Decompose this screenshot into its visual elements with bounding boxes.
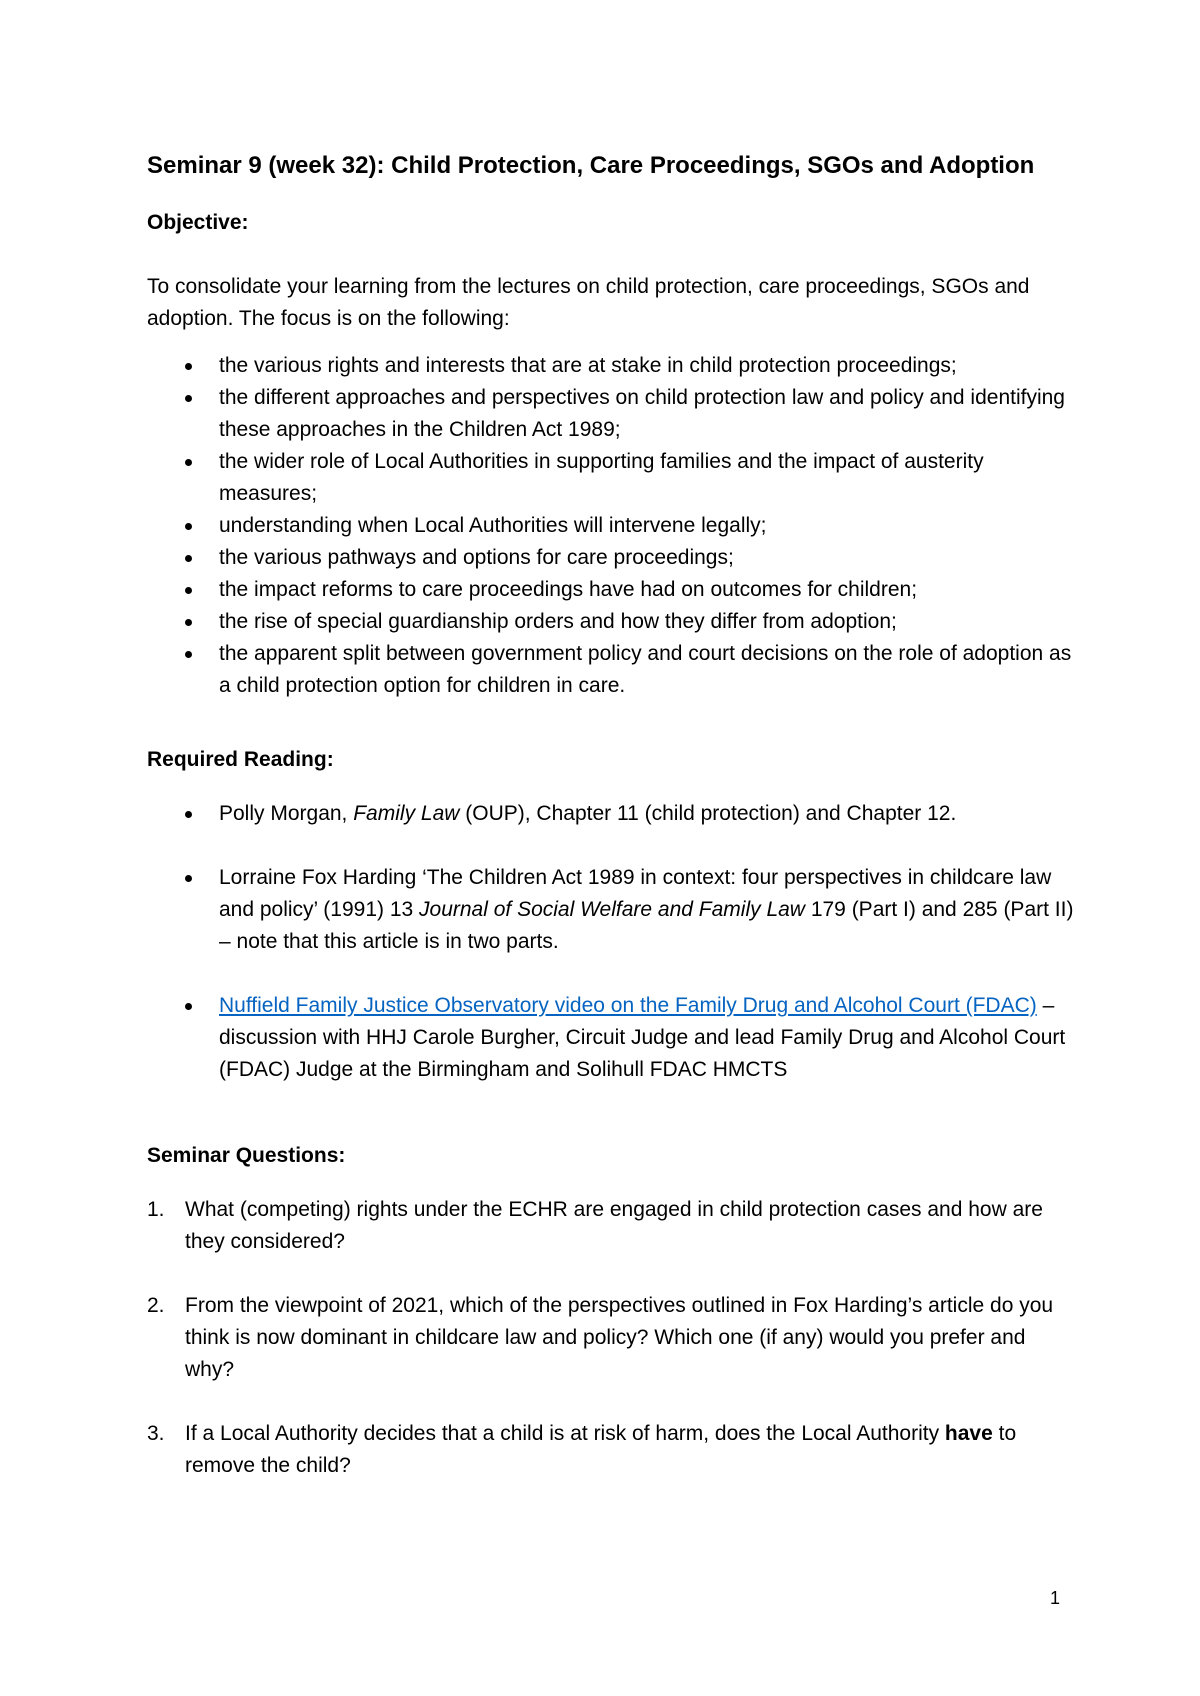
list-item-text: the rise of special guardianship orders and how they differ from adoption; xyxy=(219,610,897,633)
question-item xyxy=(147,1194,1077,1258)
journal-title: Journal of Social Welfare and Family Law xyxy=(419,898,805,921)
question-item xyxy=(147,1290,1077,1386)
list-item-text: understanding when Local Authorities will intervene legally; xyxy=(219,514,767,537)
question-item xyxy=(147,1418,1077,1482)
emphasis-have: have xyxy=(944,1422,993,1445)
fdac-video-link[interactable]: Nuffield Family Justice Observatory video on the Family Drug and Alcohol Court (FDAC) xyxy=(219,994,1037,1017)
page-number: 1 xyxy=(1049,1588,1060,1608)
bullet-icon xyxy=(185,459,192,466)
reading-item-fox-harding xyxy=(147,862,1077,958)
list-item xyxy=(147,382,1077,446)
document-body xyxy=(147,146,1077,1514)
list-item xyxy=(147,542,1077,574)
questions-heading: Seminar Questions: xyxy=(147,1144,346,1167)
list-item xyxy=(147,606,1077,638)
list-item xyxy=(147,638,1077,702)
reading-list xyxy=(147,798,1077,1086)
reading-text: Polly Morgan, xyxy=(219,802,354,825)
question-text: to remove the child? xyxy=(185,1422,1017,1477)
question-number: 1. xyxy=(147,1198,165,1221)
reading-item-fdac-video xyxy=(147,990,1077,1086)
bullet-icon xyxy=(185,811,192,818)
list-item-text: the impact reforms to care proceedings have had on outcomes for children; xyxy=(219,578,918,601)
list-item-text: the wider role of Local Authorities in supporting families and the impact of austerity measures; xyxy=(219,450,984,505)
bullet-icon xyxy=(185,523,192,530)
bullet-icon xyxy=(185,587,192,594)
reading-text: 179 (Part I) and 285 (Part II) – note that this article is in two parts. xyxy=(219,898,1074,953)
bullet-icon xyxy=(185,875,192,882)
list-item-text: the various rights and interests that are at stake in child protection proceedings; xyxy=(219,354,957,377)
reading-item-morgan xyxy=(147,798,1077,830)
bullet-icon xyxy=(185,395,192,402)
list-item-text: the different approaches and perspectives on child protection law and policy and identifying these approaches in the Children Act 1989; xyxy=(219,386,1065,441)
list-item xyxy=(147,446,1077,510)
bullet-icon xyxy=(185,619,192,626)
list-item xyxy=(147,574,1077,606)
bullet-icon xyxy=(185,363,192,370)
list-item xyxy=(147,350,1077,382)
bullet-icon xyxy=(185,555,192,562)
question-text: From the viewpoint of 2021, which of the perspectives outlined in Fox Harding’s article do you think is now dominant in childcare law and policy? Which one (if any) would you prefer and why? xyxy=(185,1294,1054,1381)
book-title: Family Law xyxy=(353,802,460,825)
reading-text: Lorraine Fox Harding ‘The Children Act 1989 in context: four perspectives in childcare law and policy’ (1991) 13 xyxy=(219,866,1052,921)
objective-list xyxy=(147,350,1077,702)
list-item-text: the apparent split between government policy and court decisions on the role of adoption as a child protection option for children in care. xyxy=(219,642,1072,697)
page-title: Seminar 9 (week 32): Child Protection, Care Proceedings, SGOs and Adoption xyxy=(147,152,1035,179)
reading-text: (OUP), Chapter 11 (child protection) and Chapter 12. xyxy=(459,802,957,825)
question-number: 3. xyxy=(147,1422,165,1445)
questions-list xyxy=(147,1194,1077,1482)
objective-heading: Objective: xyxy=(147,211,249,234)
question-text: What (competing) rights under the ECHR are engaged in child protection cases and how are they considered? xyxy=(185,1198,1043,1253)
objective-intro: To consolidate your learning from the lectures on child protection, care proceedings, SGOs and adoption. The focus is on the following: xyxy=(147,275,1030,330)
bullet-icon xyxy=(185,651,192,658)
reading-heading: Required Reading: xyxy=(147,748,334,771)
question-number: 2. xyxy=(147,1294,165,1317)
list-item-text: the various pathways and options for care proceedings; xyxy=(219,546,734,569)
bullet-icon xyxy=(185,1003,192,1010)
list-item xyxy=(147,510,1077,542)
reading-text: – discussion with HHJ Carole Burgher, Circuit Judge and lead Family Drug and Alcohol Court (FDAC) Judge at the Birmingham and Solihull FDAC HMCTS xyxy=(219,994,1066,1081)
question-text: If a Local Authority decides that a child is at risk of harm, does the Local Authority xyxy=(185,1422,945,1445)
